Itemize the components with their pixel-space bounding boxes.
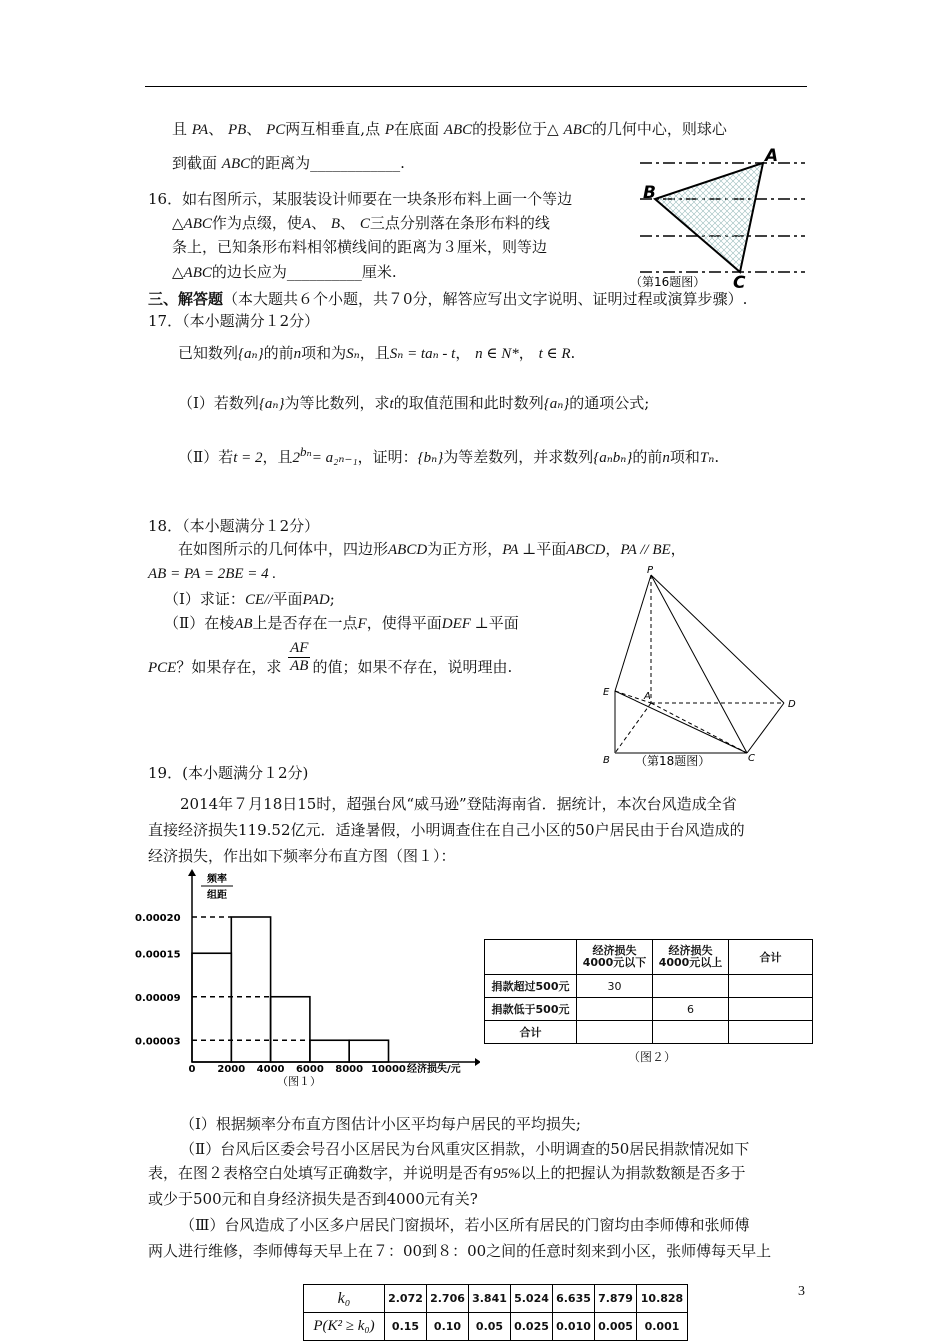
label-e: E xyxy=(603,687,610,698)
y-tick-label: 0.00003 xyxy=(135,1036,181,1048)
y-axis-arrow xyxy=(188,869,196,876)
x-tick-label: 8000 xyxy=(335,1064,364,1075)
ylabel-bottom: 组距 xyxy=(207,890,227,901)
t3-cell: 0.001 xyxy=(637,1313,688,1341)
table-row xyxy=(304,1285,688,1313)
y-tick-label: 0.00009 xyxy=(135,992,181,1004)
t2-cell: 合计 xyxy=(485,1021,577,1044)
label-a: A xyxy=(765,146,779,166)
q16-line3: 条上，已知条形布料相邻横线间的距离为３厘米，则等边 xyxy=(172,238,548,256)
triangle-abc xyxy=(655,163,763,272)
label-p: P xyxy=(647,565,654,576)
label-b18: B xyxy=(603,755,610,766)
x-axis-arrow xyxy=(475,1058,480,1066)
q16-line1: 16．如右图所示，某服装设计师要在一块条形布料上画一个等边 xyxy=(148,190,573,208)
q19-para1: 2014年７月18日15时，超强台风“威马逊”登陆海南省．据统计，本次台风造成全省 xyxy=(180,795,737,813)
t2-cell xyxy=(653,1021,729,1044)
t2-cell: 捐款低于500元 xyxy=(485,998,577,1021)
t3-cell: 6.635 xyxy=(553,1285,595,1313)
q16-line2: △ABC作为点缀，使A、 B、 C三点分别落在条形布料的线 xyxy=(172,214,550,232)
t3-cell: 10.828 xyxy=(637,1285,688,1313)
table-row xyxy=(485,1021,813,1044)
q19-part3-l1: （Ⅲ）台风造成了小区多户居民门窗损坏，若小区所有居民的门窗均由李师傅和张师傅 xyxy=(180,1216,750,1234)
table3-wrapper xyxy=(303,1284,688,1341)
label-c: C xyxy=(733,273,746,290)
fraction-af-ab: $\frac{AF}{AB}$ xyxy=(290,640,309,674)
t2-cell: 6 xyxy=(653,998,729,1021)
t2-cell xyxy=(729,1021,813,1044)
section3-heading: 三、解答题（本大题共６个小题，共７0分，解答应写出文字说明、证明过程或演算步骤）. xyxy=(148,290,748,308)
t3-cell: 0.025 xyxy=(511,1313,553,1341)
table-row xyxy=(485,975,813,998)
q17-stem: 已知数列{aₙ}的前n项和为Sₙ，且Sₙ = taₙ - t， n ∈ N*， t ∈ R. xyxy=(178,344,576,362)
t2-cell xyxy=(577,1021,653,1044)
q19-para2: 直接经济损失119.52亿元．适逢暑假，小明调查住在自己小区的50户居民由于台风造成的 xyxy=(148,821,745,839)
q18-figure xyxy=(595,565,800,775)
y-tick-label: 0.00020 xyxy=(135,913,181,924)
q17-part1: （Ⅰ）若数列{aₙ}为等比数列，求t的取值范围和此时数列{aₙ}的通项公式; xyxy=(178,394,650,412)
q16-line4: △ABC的边长应为__________厘米. xyxy=(172,263,397,281)
table2-wrapper xyxy=(484,939,813,1044)
label-c18: C xyxy=(748,753,755,764)
x-tick-label: 10000 xyxy=(371,1064,406,1075)
t2-cell: 捐款超过500元 xyxy=(485,975,577,998)
ylabel-top: 频率 xyxy=(207,874,227,885)
histogram-bar xyxy=(192,953,231,1062)
q19-header: 19．(本小题满分１2分) xyxy=(148,764,309,782)
t3-cell: 0.005 xyxy=(595,1313,637,1341)
q19-part2-l2: 表，在图２表格空白处填写正确数字，并说明是否有95%以上的把握认为捐款数额是否多于 xyxy=(148,1164,746,1182)
q18-stem2: AB = PA = 2BE = 4 . xyxy=(148,566,277,582)
t3-cell: 7.879 xyxy=(595,1285,637,1313)
header-rule xyxy=(145,86,807,87)
x-tick-label: 2000 xyxy=(217,1064,246,1075)
q18-part2: （Ⅱ）在棱AB上是否存在一点F，使得平面DEF ⊥平面 xyxy=(164,614,519,632)
table2-caption: （图２） xyxy=(628,1050,677,1064)
t3-cell: 0.15 xyxy=(385,1313,427,1341)
q15-continuation-line2: 到截面 ABC的距离为____________. xyxy=(172,154,405,172)
label-a18: A xyxy=(644,691,651,702)
q15-continuation-line1: 且 PA、 PB、 PC两互相垂直,点 P在底面 ABC的投影位于△ ABC的几何中心，则球心 xyxy=(172,120,727,138)
q19-part3-l2: 两人进行维修，李师傅每天早上在７：00到８：00之间的任意时刻来到小区，张师傅每天早上 xyxy=(148,1242,772,1260)
histogram-bar xyxy=(310,1040,349,1062)
t3-cell: 0.05 xyxy=(469,1313,511,1341)
q18-caption: （第18题图） xyxy=(635,754,711,768)
y-tick-label: 0.00015 xyxy=(135,949,181,961)
x-tick-label: 6000 xyxy=(295,1064,324,1075)
q18-part1: （Ⅰ）求证：CE//平面PAD; xyxy=(164,590,335,608)
table-row xyxy=(485,998,813,1021)
contingency-table xyxy=(484,939,813,1044)
t2-cell xyxy=(577,998,653,1021)
x-tick-label: 0 xyxy=(188,1064,196,1075)
t3-cell: 0.10 xyxy=(427,1313,469,1341)
q19-part2-l1: （Ⅱ）台风后区委会号召小区居民为台风重灾区捐款，小明调查的50居民捐款情况如下 xyxy=(180,1140,750,1158)
table-row xyxy=(304,1313,688,1341)
t3-label-p: P(K² ≥ k₀) xyxy=(304,1313,385,1341)
t3-label-k0: k₀ xyxy=(304,1285,385,1313)
q17-part2: （Ⅱ）若t = 2，且$2^{b_n}= a_{2n-1}$，证明：{bₙ}为等差数列，并求数列{aₙbₙ}的前n项和Tₙ. xyxy=(178,444,720,466)
t2-cell xyxy=(653,975,729,998)
q16-caption: （第16题图） xyxy=(630,275,706,289)
t2-header-3: 合计 xyxy=(729,940,813,975)
histogram-chart xyxy=(135,868,480,1093)
label-d: D xyxy=(788,699,796,710)
t2-header-0 xyxy=(485,940,577,975)
q19-para3: 经济损失，作出如下频率分布直方图（图１）： xyxy=(148,847,456,865)
t2-cell xyxy=(729,998,813,1021)
q18-header: 18．（本小题满分１2分） xyxy=(148,517,320,535)
q18-part2-cont: PCE？如果存在，求 $\frac{AF}{AB}$ 的值；如果不存在，说明理由. xyxy=(148,640,513,676)
label-b: B xyxy=(643,183,656,203)
hist-caption: （图１） xyxy=(277,1075,321,1088)
histogram-bar xyxy=(271,997,310,1062)
page-number: 3 xyxy=(798,1284,805,1299)
t2-cell: 30 xyxy=(577,975,653,998)
critical-value-table xyxy=(303,1284,688,1341)
q18-stem: 在如图所示的几何体中，四边形ABCD为正方形，PA ⊥平面ABCD，PA // BE， xyxy=(178,540,686,558)
t3-cell: 2.706 xyxy=(427,1285,469,1313)
t3-cell: 2.072 xyxy=(385,1285,427,1313)
t2-cell xyxy=(729,975,813,998)
q19-part1: （Ⅰ）根据频率分布直方图估计小区平均每户居民的平均损失; xyxy=(180,1115,581,1133)
histogram-bar xyxy=(349,1040,388,1062)
x-tick-label: 4000 xyxy=(256,1064,285,1075)
t3-cell: 3.841 xyxy=(469,1285,511,1313)
q19-part2-l3: 或少于500元和自身经济损失是否到4000元有关? xyxy=(148,1190,478,1208)
xlabel: 经济损失/元 xyxy=(407,1064,461,1075)
t2-header-2: 经济损失 4000元以上 xyxy=(653,940,729,975)
t3-cell: 5.024 xyxy=(511,1285,553,1313)
q16-figure xyxy=(625,145,815,290)
q17-header: 17．（本小题满分１2分） xyxy=(148,312,320,330)
t2-header-1: 经济损失 4000元以下 xyxy=(577,940,653,975)
t3-cell: 0.010 xyxy=(553,1313,595,1341)
